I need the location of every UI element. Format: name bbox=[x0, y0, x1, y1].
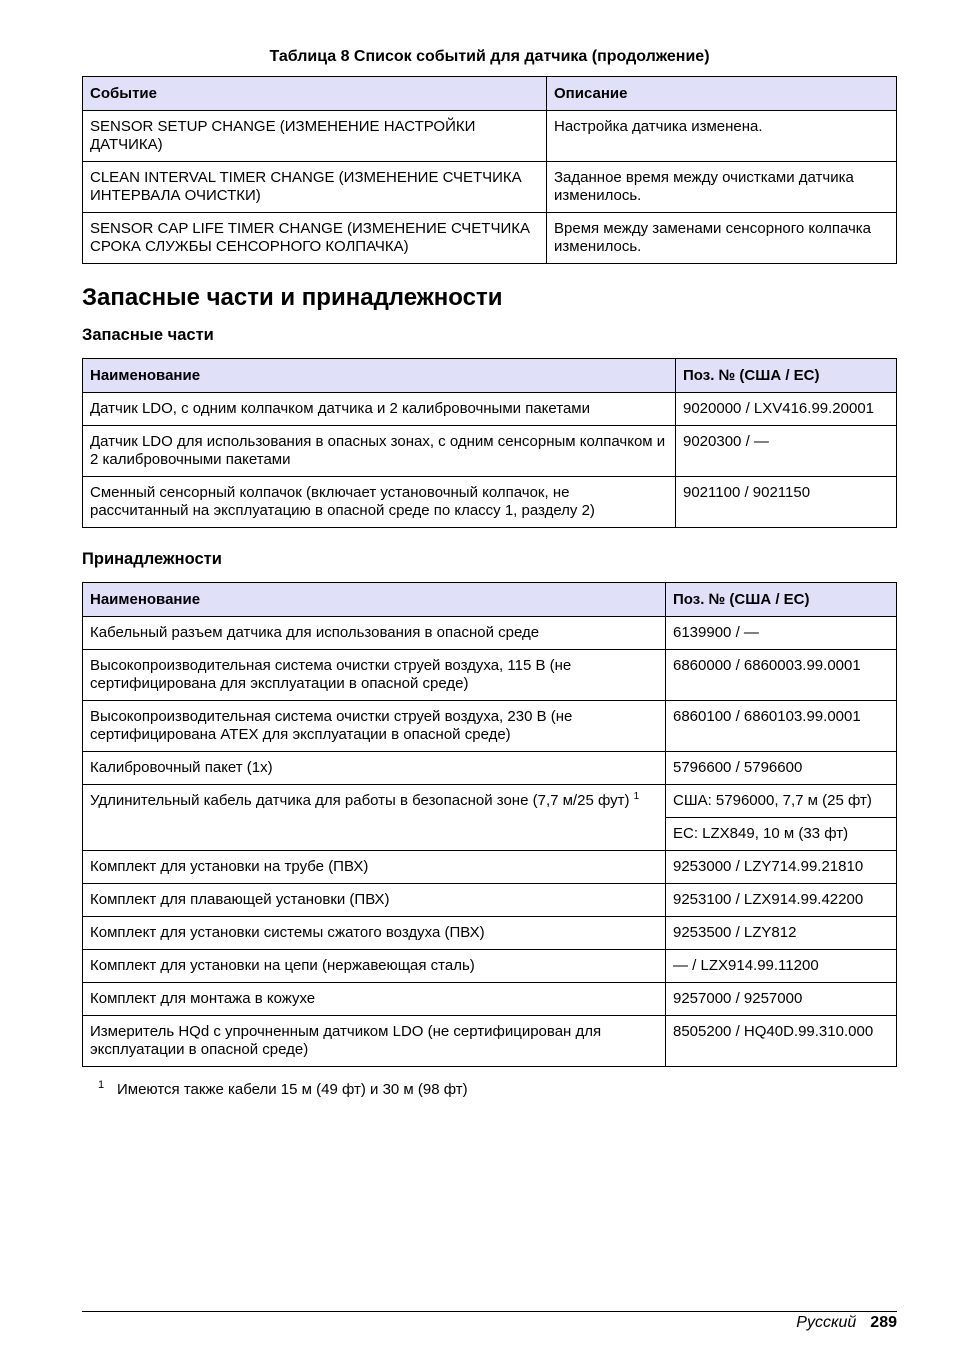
column-header: Поз. № (США / ЕС) bbox=[676, 359, 897, 393]
column-header: Описание bbox=[547, 77, 897, 111]
description-cell: Заданное время между очистками датчика изменилось. bbox=[547, 162, 897, 213]
part-number-cell: 9021100 / 9021150 bbox=[676, 477, 897, 528]
part-number-cell: США: 5796000, 7,7 м (25 фт) bbox=[666, 785, 897, 818]
part-number-cell: 6860000 / 6860003.99.0001 bbox=[666, 650, 897, 701]
table-row bbox=[83, 950, 897, 983]
name-cell: Кабельный разъем датчика для использования в опасной среде bbox=[83, 617, 666, 650]
accessories-heading: Принадлежности bbox=[82, 550, 222, 568]
part-number-cell: 8505200 / HQ40D.99.310.000 bbox=[666, 1016, 897, 1067]
footer-language: Русский bbox=[796, 1314, 857, 1331]
events-table bbox=[82, 76, 897, 264]
spare-parts-table bbox=[82, 358, 897, 528]
description-cell: Настройка датчика изменена. bbox=[547, 111, 897, 162]
table-row bbox=[83, 983, 897, 1016]
column-header: Событие bbox=[83, 77, 547, 111]
event-cell: SENSOR SETUP CHANGE (ИЗМЕНЕНИЕ НАСТРОЙКИ ДАТЧИКА) bbox=[83, 111, 547, 162]
table-header-row bbox=[83, 77, 897, 111]
table-row bbox=[83, 650, 897, 701]
table-row bbox=[83, 1016, 897, 1067]
name-cell: Калибровочный пакет (1x) bbox=[83, 752, 666, 785]
column-header: Наименование bbox=[83, 583, 666, 617]
part-number-cell: 9253100 / LZX914.99.42200 bbox=[666, 884, 897, 917]
column-header: Наименование bbox=[83, 359, 676, 393]
event-cell: SENSOR CAP LIFE TIMER CHANGE (ИЗМЕНЕНИЕ СЧЕТЧИКА СРОКА СЛУЖБЫ СЕНСОРНОГО КОЛПАЧКА) bbox=[83, 213, 547, 264]
table-row bbox=[83, 393, 897, 426]
name-cell: Датчик LDO для использования в опасных зонах, с одним сенсорным колпачком и 2 калибровочными пакетами bbox=[83, 426, 676, 477]
name-cell: Высокопроизводительная система очистки струей воздуха, 115 В (не сертифицирована для эксплуатации в опасной среде) bbox=[83, 650, 666, 701]
page-footer bbox=[796, 1313, 897, 1333]
name-cell: Датчик LDO, с одним колпачком датчика и 2 калибровочными пакетами bbox=[83, 393, 676, 426]
part-number-cell: 6860100 / 6860103.99.0001 bbox=[666, 701, 897, 752]
table-row bbox=[83, 752, 897, 785]
part-number-cell: ЕС: LZX849, 10 м (33 фт) bbox=[666, 818, 897, 851]
table-row bbox=[83, 477, 897, 528]
section-title: Запасные части и принадлежности bbox=[82, 284, 503, 311]
name-cell: Комплект для плавающей установки (ПВХ) bbox=[83, 884, 666, 917]
name-cell: Сменный сенсорный колпачок (включает установочный колпачок, не рассчитанный на эксплуатацию в опасной среде по классу 1, разделу 2) bbox=[83, 477, 676, 528]
part-number-cell: 5796600 / 5796600 bbox=[666, 752, 897, 785]
name-cell: Высокопроизводительная система очистки струей воздуха, 230 В (не сертифицирована ATEX для эксплуатации в опасной среде) bbox=[83, 701, 666, 752]
page-number: 289 bbox=[870, 1314, 897, 1331]
table-row bbox=[83, 213, 897, 264]
part-number-cell: 9020300 / — bbox=[676, 426, 897, 477]
part-number-cell: 6139900 / — bbox=[666, 617, 897, 650]
name-cell: Комплект для установки на цепи (нержавеющая сталь) bbox=[83, 950, 666, 983]
table-header-row bbox=[83, 583, 897, 617]
name-cell: Комплект для установки на трубе (ПВХ) bbox=[83, 851, 666, 884]
table-row bbox=[83, 884, 897, 917]
part-number-cell: 9253000 / LZY714.99.21810 bbox=[666, 851, 897, 884]
name-cell: Комплект для установки системы сжатого воздуха (ПВХ) bbox=[83, 917, 666, 950]
footnote-mark: 1 bbox=[98, 1079, 105, 1091]
table-caption: Таблица 8 Список событий для датчика (продолжение) bbox=[269, 48, 710, 65]
name-cell bbox=[83, 785, 666, 851]
table-row bbox=[83, 701, 897, 752]
description-cell: Время между заменами сенсорного колпачка изменилось. bbox=[547, 213, 897, 264]
column-header: Поз. № (США / ЕС) bbox=[666, 583, 897, 617]
part-number-cell: 9253500 / LZY812 bbox=[666, 917, 897, 950]
part-number-cell: — / LZX914.99.11200 bbox=[666, 950, 897, 983]
event-cell: CLEAN INTERVAL TIMER CHANGE (ИЗМЕНЕНИЕ СЧЕТЧИКА ИНТЕРВАЛА ОЧИСТКИ) bbox=[83, 162, 547, 213]
part-number-cell: 9020000 / LXV416.99.20001 bbox=[676, 393, 897, 426]
footnote-ref: 1 bbox=[633, 791, 640, 802]
accessories-table bbox=[82, 582, 897, 1067]
part-number-cell: 9257000 / 9257000 bbox=[666, 983, 897, 1016]
footnote bbox=[82, 1076, 468, 1099]
table-header-row bbox=[83, 359, 897, 393]
table-row bbox=[83, 162, 897, 213]
table-row bbox=[83, 426, 897, 477]
name-cell: Комплект для монтажа в кожухе bbox=[83, 983, 666, 1016]
footer-divider bbox=[82, 1311, 897, 1312]
footnote-text: Имеются также кабели 15 м (49 фт) и 30 м (98 фт) bbox=[117, 1081, 468, 1098]
spare-parts-heading: Запасные части bbox=[82, 326, 214, 344]
table-row bbox=[83, 111, 897, 162]
table-row bbox=[83, 785, 897, 818]
table-row bbox=[83, 617, 897, 650]
table-row bbox=[83, 851, 897, 884]
cable-name: Удлинительный кабель датчика для работы в безопасной зоне (7,7 м/25 фут) bbox=[90, 792, 630, 809]
name-cell: Измеритель HQd с упрочненным датчиком LDO (не сертифицирован для эксплуатации в опасной среде) bbox=[83, 1016, 666, 1067]
table-row bbox=[83, 917, 897, 950]
